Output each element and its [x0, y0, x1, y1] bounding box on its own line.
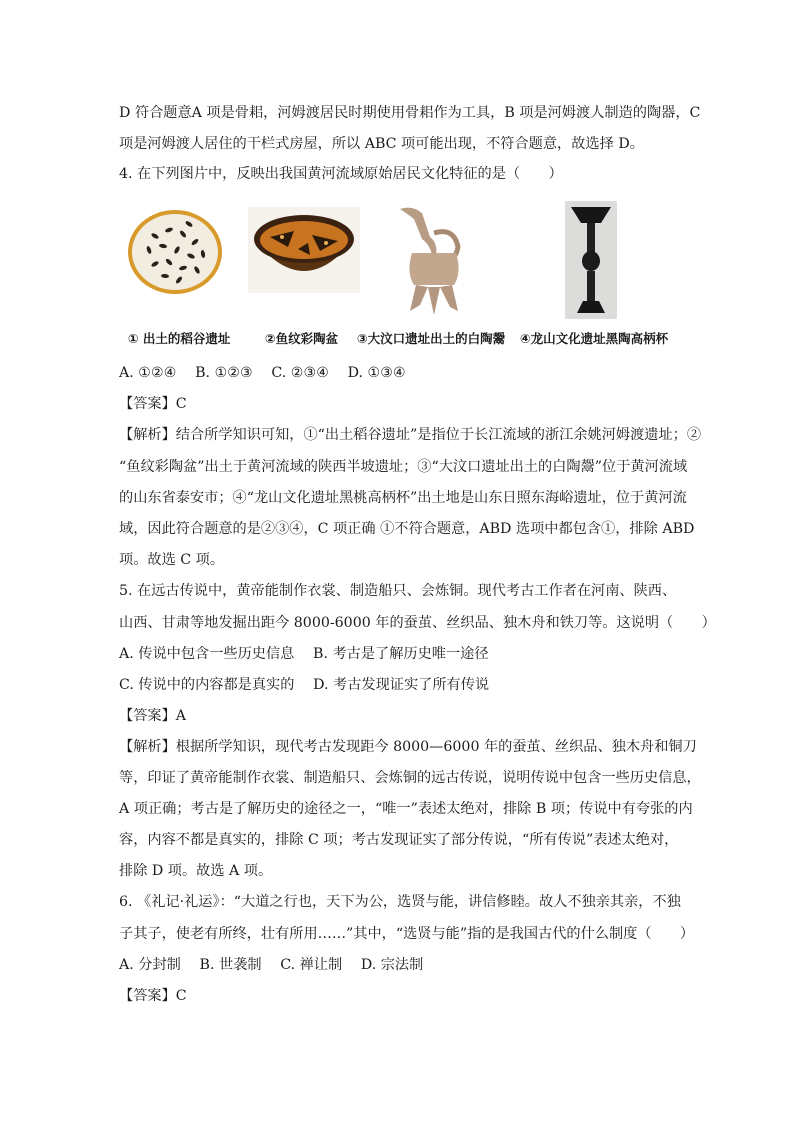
q6-stem-line-2: 子其子，使老有所终，壮有所用……”其中，“选贤与能”指的是我国古代的什么制度（ ） [119, 926, 695, 942]
q4-analysis-line-2: “鱼纹彩陶盆”出土于黄河流域的陕西半坡遗址；③“大汶口遗址出土的白陶鬶”位于黄河流域 [119, 459, 688, 475]
q4-options: A. ①②④ B. ①②③ C. ②③④ D. ①③④ [119, 365, 406, 381]
q4-figure-caption-1: ① 出土的稻谷遗址 [128, 331, 231, 346]
q5-analysis-line-4: 容，内容不都是真实的，排除 C 项；考古发现证实了部分传说，“所有传说”表述太绝对， [119, 832, 679, 848]
q3-analysis-line-2: 项是河姆渡人居住的干栏式房屋，所以 ABC 项可能出现，不符合题意，故选择 D。 [119, 136, 644, 152]
q5-stem-line-1: 5. 在远古传说中，黄帝能制作衣裳、制造船只、会炼铜。现代考古工作者在河南、陕西、 [119, 583, 677, 599]
q3-analysis-line-1: D 符合题意A 项是骨耜，河姆渡居民时期使用骨耜作为工具，B 项是河姆渡人制造的陶器，C [119, 105, 701, 121]
q5-analysis-line-2: 等，印证了黄帝能制作衣裳、制造船只、会炼铜的远古传说，说明传说中包含一些历史信息， [119, 770, 701, 786]
painted-pottery-basin-photo [248, 207, 360, 293]
q5-stem-line-2: 山西、甘肃等地发掘出距今 8000-6000 年的蚕茧、丝织品、独木舟和铁刀等。这说明（ ） [119, 615, 716, 631]
white-pottery-gui-photo [392, 203, 476, 318]
q4-analysis-line-1: 【解析】结合所学知识可知，①“出土稻谷遗址”是指位于长江流域的浙江余姚河姆渡遗址；② [119, 427, 702, 443]
q6-stem-line-1: 6. 《礼记·礼运》：“大道之行也，天下为公，选贤与能，讲信修睦。故人不独亲其亲，不独 [119, 894, 681, 910]
q4-stem: 4. 在下列图片中，反映出我国黄河流域原始居民文化特征的是（ ） [119, 166, 563, 182]
q5-analysis-line-3: A 项正确；考古是了解历史的途径之一，“唯一”表述太绝对，排除 B 项；传说中有夸张的内 [119, 801, 693, 817]
q5-analysis-line-5: 排除 D 项。故选 A 项。 [119, 863, 273, 879]
q4-figure-caption-4: ④龙山文化遗址黑陶高柄杯 [520, 331, 669, 346]
black-pottery-cup-photo [565, 201, 617, 319]
q4-figure-caption-3: ③大汶口遗址出土的白陶鬶 [357, 331, 506, 346]
q5-options-line-1: A. 传说中包含一些历史信息 B. 考古是了解历史唯一途径 [119, 646, 489, 662]
q4-figure-row [0, 0, 794, 360]
q4-analysis-line-5: 项。故选 C 项。 [119, 552, 225, 568]
q6-answer: 【答案】C [119, 988, 187, 1004]
q5-options-line-2: C. 传说中的内容都是真实的 D. 考古发现证实了所有传说 [119, 677, 490, 693]
q5-analysis-line-1: 【解析】根据所学知识，现代考古发现距今 8000—6000 年的蚕茧、丝织品、独木舟和铜刀 [119, 739, 697, 755]
q4-analysis-line-4: 域，因此符合题意的是②③④，C 项正确 ①不符合题意，ABD 选项中都包含①，排除 ABD [119, 521, 695, 537]
q4-analysis-line-3: 的山东省泰安市；④“龙山文化遗址黑桃高柄杯”出土地是山东日照东海峪遗址，位于黄河流 [119, 490, 687, 506]
q4-answer: 【答案】C [119, 396, 187, 412]
q4-figure-caption-2: ②鱼纹彩陶盆 [265, 331, 339, 346]
rice-grains-photo [125, 210, 225, 294]
q5-answer: 【答案】A [119, 708, 186, 724]
q6-options: A. 分封制 B. 世袭制 C. 禅让制 D. 宗法制 [119, 957, 424, 973]
